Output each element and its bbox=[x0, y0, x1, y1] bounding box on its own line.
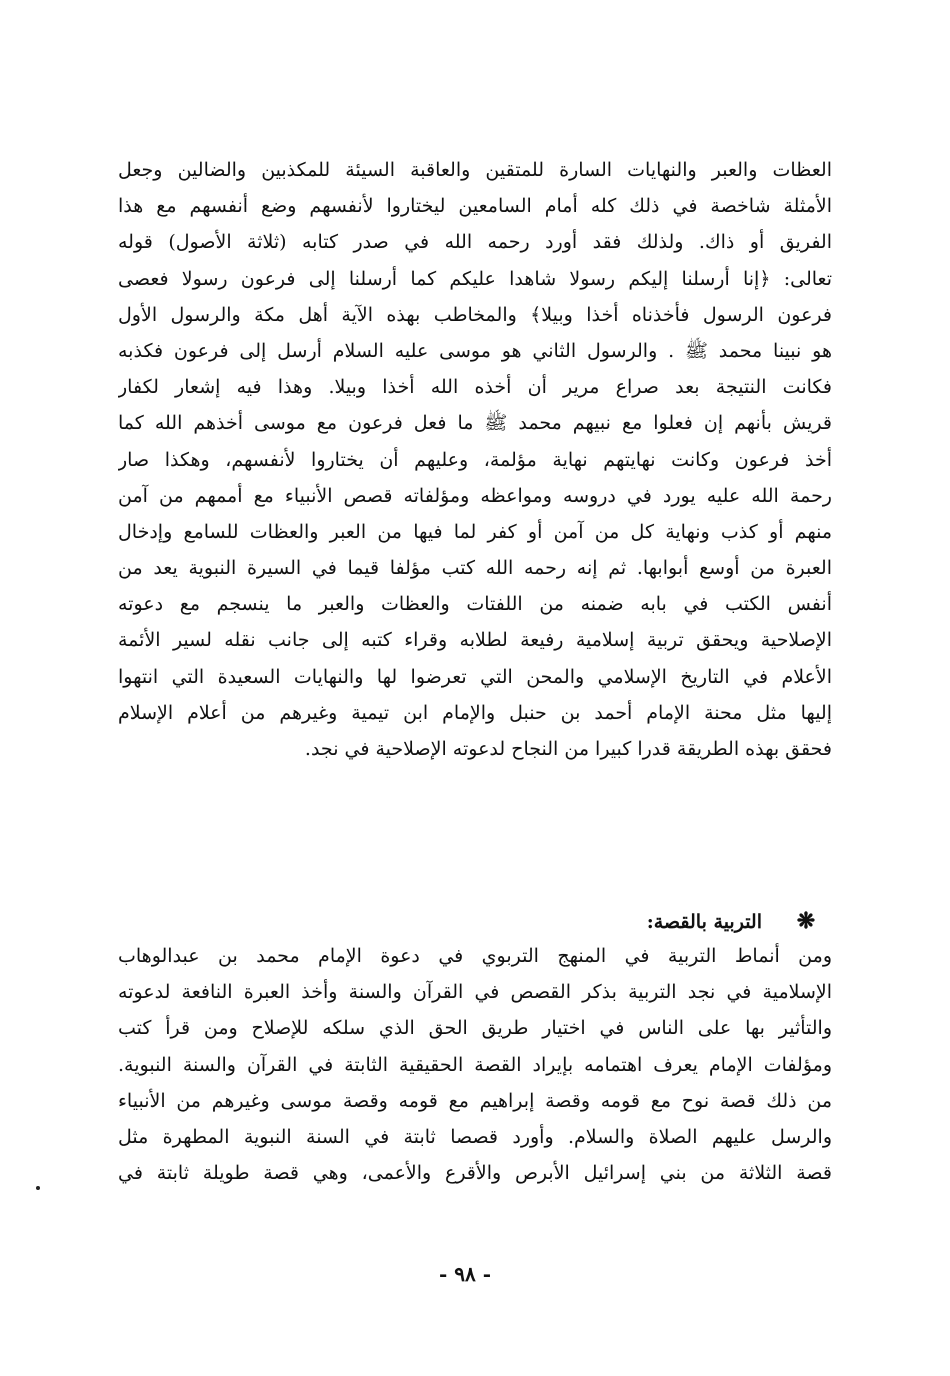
text-line: قريش بأنهم إن فعلوا مع نبيهم محمد ﷺ ما فعل فرعون مع موسى أخذهم الله كما bbox=[118, 412, 832, 435]
text-line: منهم أو كذب ونهاية كل من آمن أو كفر لما فيها من العبر والعظات للسامع وإدخال bbox=[118, 520, 832, 543]
text-line: فكانت النتيجة بعد صراع مرير أن أخذه الله أخذا وبيلا. وهذا فيه إشعار لكفار bbox=[118, 376, 832, 399]
page-number: - ٩٨ - bbox=[438, 1262, 491, 1286]
text-line: الأعلام في التاريخ الإسلامي والمحن التي تعرضوا لها والنهايات السعيدة التي انتهوا bbox=[118, 665, 832, 688]
text-line: ومن أنماط التربية في المنهج التربوي في دعوة الإمام محمد بن عبدالوهاب bbox=[118, 945, 832, 967]
text-line: إليها مثل محنة الإمام أحمد بن حنبل والإمام ابن تيمية وغيرهم من أعلام الإسلام bbox=[118, 701, 832, 724]
text-line: تعالى: ﴿إنا أرسلنا إليكم رسولا شاهدا عليكم كما أرسلنا إلى فرعون رسولا فعصى bbox=[118, 267, 832, 290]
paragraph-2 bbox=[118, 938, 832, 1191]
section-title: التربية بالقصة: bbox=[646, 911, 762, 933]
text-line: قصة الثلاثة من بني إسرائيل الأبرص والأقرع والأعمى، وهي قصة طويلة ثابتة في bbox=[118, 1162, 832, 1185]
text-line: من ذلك قصة نوح مع قومه وقصة إبراهيم مع قومه وقصة موسى وغيرهم من الأنبياء bbox=[118, 1089, 832, 1112]
text-line: أخذ فرعون وكانت نهايتهم نهاية مؤلمة، وعليهم أن يختاروا لأنفسهم، وهكذا صار bbox=[118, 448, 832, 471]
text-line: فحقق بهذه الطريقة قدرا كبيرا من النجاح لدعوته الإصلاحية في نجد. bbox=[304, 738, 832, 760]
text-line: العبرة من أوسع أبوابها. ثم إنه رحمه الله كتب مؤلفا قيما في السيرة النبوية يعد من bbox=[118, 557, 832, 580]
text-line: الفريق أو ذاك. ولذلك فقد أورد رحمه الله في صدر كتابه (ثلاثة الأصول) قوله bbox=[118, 231, 832, 254]
text-line: الأمثلة شاخصة في ذلك كله أمام السامعين ليختاروا لأنفسهم وضع أنفسهم مع هذا bbox=[118, 195, 832, 218]
scan-speck bbox=[36, 1186, 40, 1190]
paragraph-1 bbox=[118, 152, 832, 767]
text-line: أنفس الكتب في بابه ضمنه من اللفتات والعظات والعبر ما ينسجم مع دعوته bbox=[118, 593, 832, 616]
text-line: العظات والعبر والنهايات السارة للمتقين والعاقبة السيئة للمكذبين والضالين وجعل bbox=[118, 159, 832, 181]
text-line: والتأثير بها على الناس في اختيار طريق الحق الذي سلكه للإصلاح ومن قرأ كتب bbox=[118, 1017, 832, 1040]
section-heading bbox=[118, 903, 832, 939]
text-line: هو نبينا محمد ﷺ . والرسول الثاني هو موسى عليه السلام أرسل إلى فرعون فكذبه bbox=[118, 339, 832, 362]
text-line: والرسل عليهم الصلاة والسلام. وأورد قصصا ثابتة في السنة النبوية المطهرة مثل bbox=[118, 1125, 832, 1148]
text-line: الإصلاحية ويحقق تربية إسلامية رفيعة لطلابه وقراء كتبه إلى جانب نقله لسير الأئمة bbox=[118, 629, 832, 652]
text-line: فرعون الرسول فأخذناه أخذا وبيلا﴾ والمخاطب بهذه الآية أهل مكة والرسول الأول bbox=[118, 303, 832, 326]
text-line: رحمة الله عليه يورد في دروسه ومواعظه ومؤلفاته قصص الأنبياء مع أممهم من آمن bbox=[118, 484, 832, 507]
bullet-icon: ❋ bbox=[796, 908, 816, 934]
text-line: الإسلامية في نجد التربية بذكر القصص في القرآن والسنة وأخذ العبرة النافعة لدعوته bbox=[118, 981, 832, 1004]
text-line: ومؤلفات الإمام يعرف اهتمامه بإيراد القصة الحقيقية الثابتة في القرآن والسنة النبوية. bbox=[118, 1053, 832, 1076]
